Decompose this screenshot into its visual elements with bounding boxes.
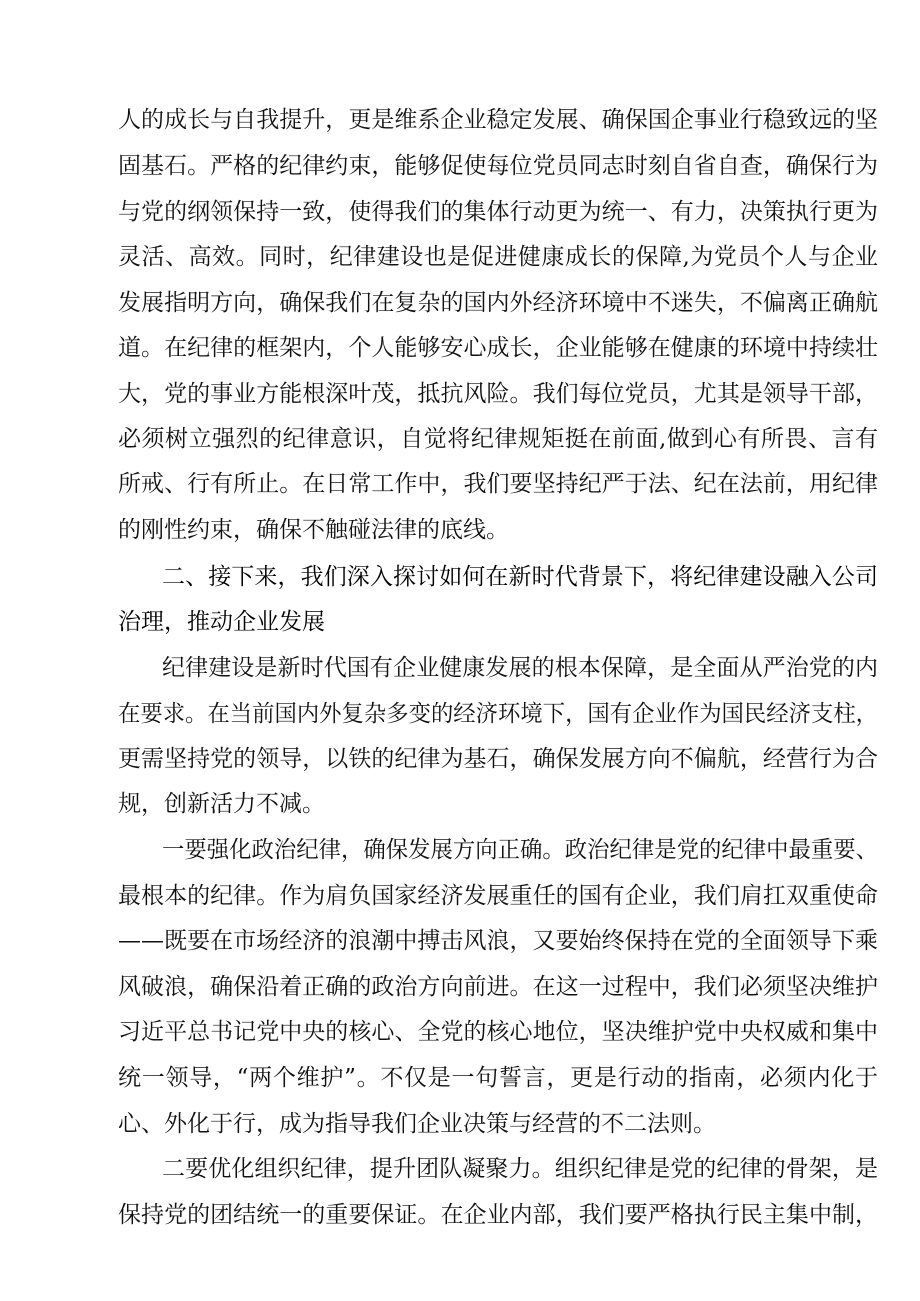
body-line: 道。在纪律的框架内，个人能够安心成长，企业能够在健康的环境中持续壮 [118,335,878,361]
section-heading: 二、接下来，我们深入探讨如何在新时代背景下，将纪律建设融入公司 [162,564,878,590]
body-line: 风破浪，确保沿着正确的政治方向前进。在这一过程中，我们必须坚决维护 [118,974,878,1000]
body-line: 一要强化政治纪律，确保发展方向正确。政治纪律是党的纪律中最重要、 [162,837,878,863]
body-line: 所戒、行有所止。在日常工作中，我们要坚持纪严于法、纪在法前，用纪律 [118,471,878,497]
body-line: 心、外化于行，成为指导我们企业决策与经营的不二法则。 [118,1111,716,1137]
body-line: 纪律建设是新时代国有企业健康发展的根本保障，是全面从严治党的内 [162,655,878,681]
body-line: 人的成长与自我提升，更是维系企业稳定发展、确保国企事业行稳致远的坚 [118,107,878,133]
body-line: 习近平总书记党中央的核心、全党的核心地位，坚决维护党中央权威和集中 [118,1019,878,1045]
body-line: 统一领导，“两个维护”。不仅是一句誓言，更是行动的指南，必须内化于 [118,1065,878,1091]
body-line: 更需坚持党的领导，以铁的纪律为基石，确保发展方向不偏航，经营行为合 [118,746,878,772]
body-line: 二要优化组织纪律，提升团队凝聚力。组织纪律是党的纪律的骨架，是 [162,1156,878,1182]
body-line: 必须树立强烈的纪律意识，自觉将纪律规矩挺在前面,做到心有所畏、言有 [118,426,878,452]
body-line: 的刚性约束，确保不触碰法律的底线。 [118,517,509,543]
body-line: 规，创新活力不减。 [118,791,325,817]
body-line: ——既要在市场经济的浪潮中搏击风浪，又要始终保持在党的全面领导下乘 [118,928,878,954]
body-line: 灵活、高效。同时，纪律建设也是促进健康成长的保障,为党员个人与企业 [118,244,878,270]
body-line: 与党的纲领保持一致，使得我们的集体行动更为统一、有力，决策执行更为 [118,199,878,225]
body-line: 保持党的团结统一的重要保证。在企业内部，我们要严格执行民主集中制， [118,1202,878,1228]
body-line: 固基石。严格的纪律约束，能够促使每位党员同志时刻自省自查，确保行为 [118,153,878,179]
body-line: 发展指明方向，确保我们在复杂的国内外经济环境中不迷失，不偏离正确航 [118,290,878,316]
body-line: 最根本的纪律。作为肩负国家经济发展重任的国有企业，我们肩扛双重使命 [118,883,878,909]
section-heading: 治理，推动企业发展 [118,609,325,635]
body-line: 大，党的事业方能根深叶茂，抵抗风险。我们每位党员，尤其是领导干部， [118,381,878,407]
body-line: 在要求。在当前国内外复杂多变的经济环境下，国有企业作为国民经济支柱， [118,701,879,727]
